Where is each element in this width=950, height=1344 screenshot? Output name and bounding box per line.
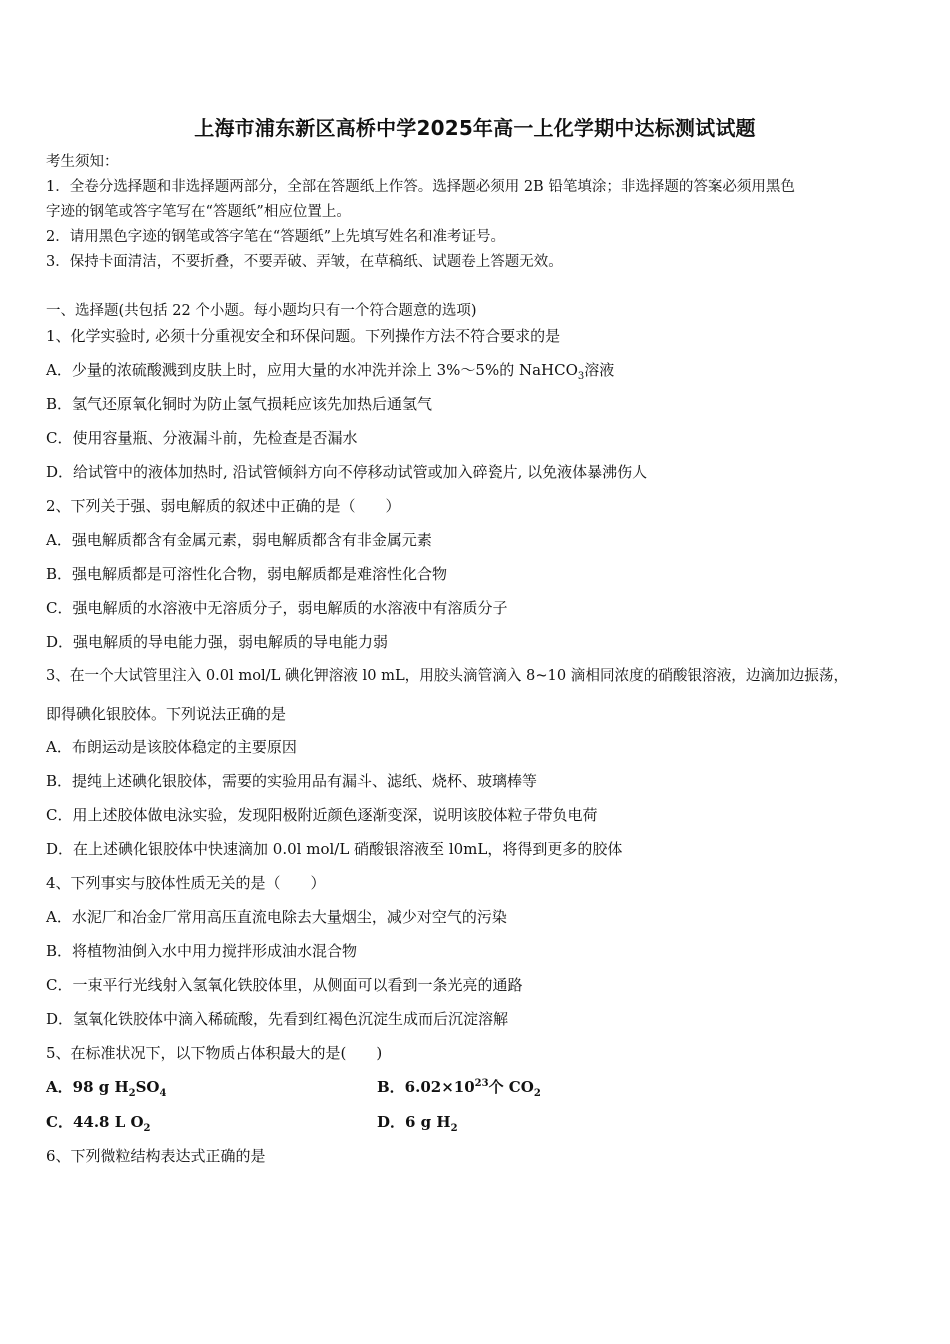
- question-2-option-d: D．强电解质的导电能力强，弱电解质的导电能力弱: [46, 633, 389, 651]
- question-5-option-a: [46, 1077, 166, 1097]
- notice-item-1-line-1: 1．全卷分选择题和非选择题两部分，全部在答题纸上作答。选择题必须用 2B 铅笔填涂；非选择题的答案必须用黑色: [46, 179, 795, 195]
- question-3-option-a: A．布朗运动是该胶体稳定的主要原因: [46, 738, 297, 756]
- question-5-stem: 5、在标准状况下，以下物质占体积最大的是( ): [46, 1044, 383, 1062]
- question-4-option-a: A．水泥厂和冶金厂常用高压直流电除去大量烟尘，减少对空气的污染: [46, 908, 507, 926]
- subscript: 2: [143, 1123, 151, 1134]
- question-5-option-b: [377, 1077, 541, 1097]
- question-4-option-c: C．一束平行光线射入氢氧化铁胶体里，从侧面可以看到一条光亮的通路: [46, 976, 523, 994]
- option-text: 个 CO: [488, 1078, 534, 1096]
- subscript: 3: [577, 371, 585, 382]
- question-1-option-c: C．使用容量瓶、分液漏斗前，先检查是否漏水: [46, 429, 358, 447]
- question-3-option-c: C．用上述胶体做电泳实验，发现阳极附近颜色逐渐变深，说明该胶体粒子带负电荷: [46, 806, 598, 824]
- notice-item-2: 2．请用黑色字迹的钢笔或答字笔在“答题纸”上先填写姓名和准考证号。: [46, 229, 506, 245]
- option-text: C．44.8 L O: [46, 1113, 144, 1131]
- question-6-stem: 6、下列微粒结构表达式正确的是: [46, 1147, 266, 1165]
- notice-item-3: 3．保持卡面清洁，不要折叠，不要弄破、弄皱，在草稿纸、试题卷上答题无效。: [46, 254, 563, 270]
- option-text: 溶液: [584, 361, 615, 379]
- question-4-option-b: B．将植物油倒入水中用力搅拌形成油水混合物: [46, 942, 358, 960]
- subscript: 4: [159, 1088, 167, 1099]
- page-title: 上海市浦东新区高桥中学2025年高一上化学期中达标测试试题: [194, 116, 756, 140]
- question-4-stem: 4、下列事实与胶体性质无关的是（ ）: [46, 874, 326, 892]
- notice-heading: 考生须知：: [46, 154, 119, 170]
- option-text: SO: [135, 1078, 160, 1096]
- question-1-option-b: B．氢气还原氧化铜时为防止氢气损耗应该先加热后通氢气: [46, 395, 433, 413]
- option-text: B．6.02×10: [377, 1078, 475, 1096]
- superscript: 23: [474, 1078, 489, 1089]
- question-3-stem-line-2: 即得碘化银胶体。下列说法正确的是: [46, 705, 287, 723]
- question-2-stem: 2、下列关于强、弱电解质的叙述中正确的是（ ）: [46, 497, 401, 515]
- subscript: 2: [533, 1088, 541, 1099]
- question-3-stem-line-1: 3、在一个大试管里注入 0.0l mol/L 碘化钾溶液 l0 mL，用胶头滴管滴入 8~10 滴相同浓度的硝酸银溶液，边滴加边振荡，: [46, 667, 849, 684]
- option-text: A．少量的浓硫酸溅到皮肤上时，应用大量的水冲洗并涂上 3%～5%的 NaHCO: [46, 361, 578, 379]
- question-3-option-d: D．在上述碘化银胶体中快速滴加 0.0l mol/L 硝酸银溶液至 l0mL，将得到更多的胶体: [46, 840, 623, 858]
- option-text: D．6 g H: [377, 1113, 451, 1131]
- question-1-stem: 1、化学实验时, 必须十分重视安全和环保问题。下列操作方法不符合要求的是: [46, 327, 561, 345]
- question-1-option-a: [46, 360, 614, 380]
- subscript: 2: [128, 1088, 136, 1099]
- subscript: 2: [450, 1123, 458, 1134]
- question-5-option-c: [46, 1112, 151, 1132]
- question-1-option-d: D．给试管中的液体加热时, 沿试管倾斜方向不停移动试管或加入碎瓷片, 以免液体暴沸伤人: [46, 463, 648, 481]
- question-2-option-b: B．强电解质都是可溶性化合物，弱电解质都是难溶性化合物: [46, 565, 448, 583]
- question-2-option-a: A．强电解质都含有金属元素，弱电解质都含有非金属元素: [46, 531, 432, 549]
- question-2-option-c: C．强电解质的水溶液中无溶质分子，弱电解质的水溶液中有溶质分子: [46, 599, 508, 617]
- section-heading: 一、选择题(共包括 22 个小题。每小题均只有一个符合题意的选项): [46, 303, 477, 319]
- notice-item-1-line-2: 字迹的钢笔或答字笔写在“答题纸”相应位置上。: [46, 204, 351, 220]
- question-3-option-b: B．提纯上述碘化银胶体，需要的实验用品有漏斗、滤纸、烧杯、玻璃棒等: [46, 772, 538, 790]
- option-text: A．98 g H: [46, 1078, 129, 1096]
- question-4-option-d: D．氢氧化铁胶体中滴入稀硫酸，先看到红褐色沉淀生成而后沉淀溶解: [46, 1010, 509, 1028]
- question-5-option-d: [377, 1112, 458, 1132]
